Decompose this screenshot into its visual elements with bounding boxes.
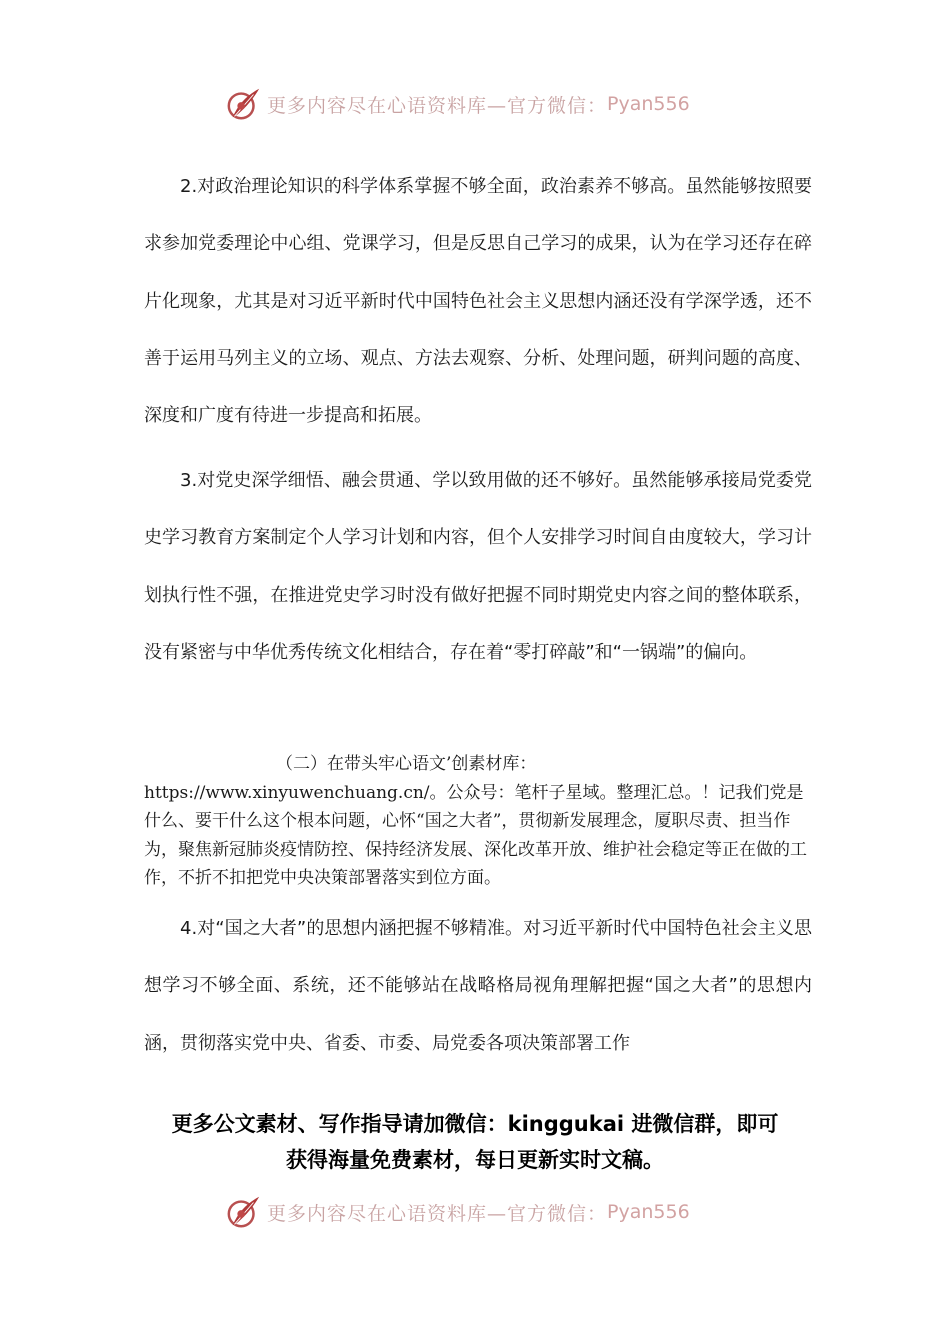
quill-logo-icon	[225, 85, 263, 123]
footer-watermark-wechat: Pyan556	[607, 1201, 690, 1223]
header-watermark-text: 更多内容尽在心语资料库—官方微信：	[267, 94, 608, 117]
section-two-body: https://www.xinyuwenchuang.cn/。公众号：笔杆子星域。整理汇总。！记我们党是什么、要干什么这个根本问题，心怀“国之大者”，贯彻新发展理念，厦职尽责、担当作为，聚焦新冠肺炎疫情防控、保持经济发展、深化改革开放、维护社会稳定等正在做的工作，不折不扣把党中央决策部署落实到位方面。	[144, 782, 807, 888]
header-watermark	[225, 84, 690, 124]
quill-logo-icon	[225, 1193, 263, 1231]
promo-line-2: 获得海量免费素材，每日更新实时文稿。	[286, 1148, 664, 1172]
footer-watermark	[225, 1192, 690, 1232]
section-two-heading: （二）在带头牢心语文’创素材库：	[276, 754, 537, 774]
header-watermark-wechat: Pyan556	[607, 93, 690, 115]
footer-watermark-text: 更多内容尽在心语资料库—官方微信：	[267, 1202, 608, 1225]
paragraph-point-4: 4.对“国之大者”的思想内涵把握不够精准。对习近平新时代中国特色社会主义思想学习不够全面、系统，还不能够站在战略格局视角理解把握“国之大者”的思想内涵，贯彻落实党中央、省委、市委、局党委各项决策部署工作	[144, 918, 812, 1054]
promo-notice	[140, 1106, 810, 1178]
paragraph-point-2: 2.对政治理论知识的科学体系掌握不够全面，政治素养不够高。虽然能够按照要求参加党委理论中心组、党课学习，但是反思自己学习的成果，认为在学习还存在碎片化现象，尤其是对习近平新时代中国特色社会主义思想内涵还没有学深学透，还不善于运用马列主义的立场、观点、方法去观察、分析、处理问题，研判问题的高度、深度和广度有待进一步提高和拓展。	[144, 176, 812, 427]
paragraph-point-3: 3.对党史深学细悟、融会贯通、学以致用做的还不够好。虽然能够承接局党委党史学习教育方案制定个人学习计划和内容，但个人安排学习时间自由度较大，学习计划执行性不强，在推进党史学习时没有做好把握不同时期党史内容之间的整体联系，没有紧密与中华优秀传统文化相结合，存在着“零打碎敲”和“一锅端”的偏向。	[144, 470, 812, 663]
section-two	[144, 750, 812, 893]
promo-line-1: 更多公文素材、写作指导请加微信：kinggukai 进微信群，即可	[171, 1112, 779, 1136]
